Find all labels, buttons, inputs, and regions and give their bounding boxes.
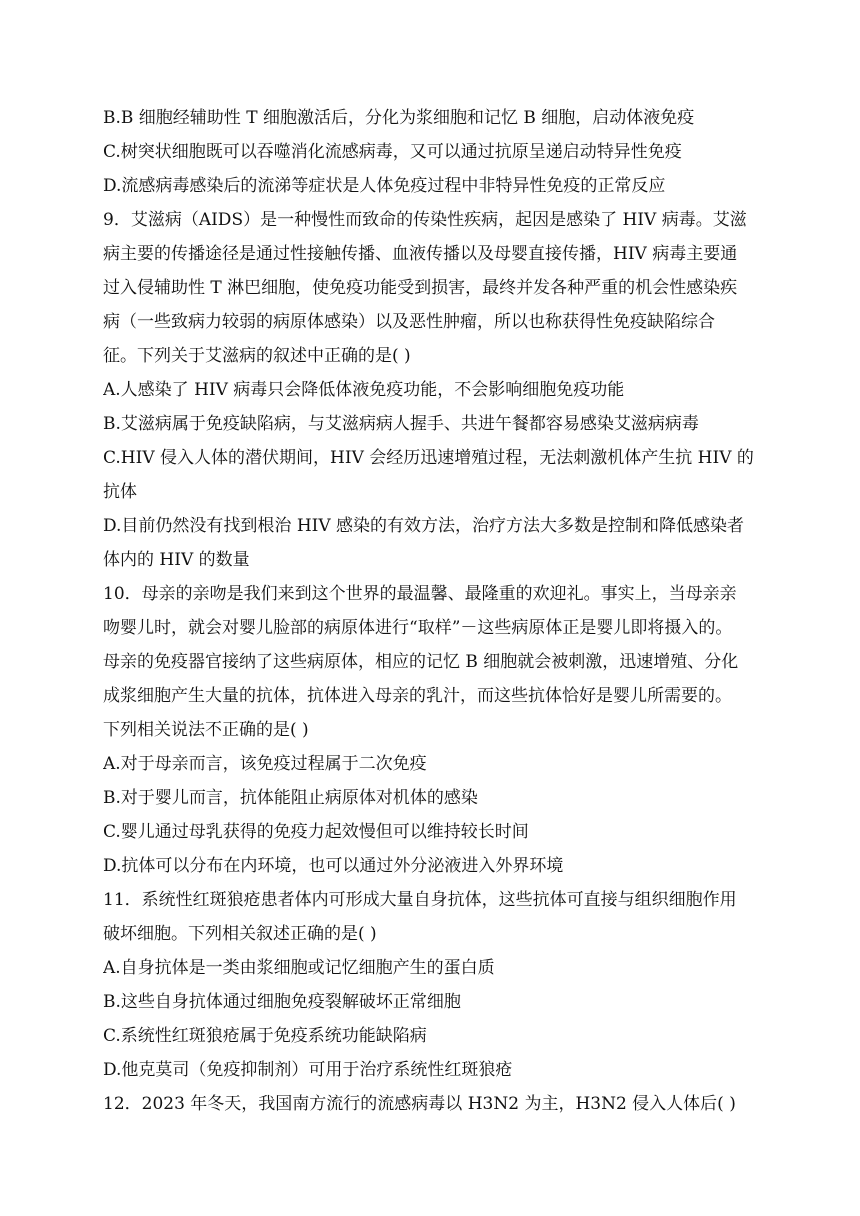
option-9d-line-2: 体内的 HIV 的数量 — [103, 550, 250, 570]
option-8c: C.树突状细胞既可以吞噬消化流感病毒，又可以通过抗原呈递启动特异性免疫 — [103, 142, 682, 162]
option-9b: B.艾滋病属于免疫缺陷病，与艾滋病病人握手、共进午餐都容易感染艾滋病病毒 — [103, 414, 699, 434]
question-12-line-1: 12．2023 年冬天，我国南方流行的流感病毒以 H3N2 为主，H3N2 侵入人体后( ) — [103, 1094, 736, 1114]
option-10b: B.对于婴儿而言，抗体能阻止病原体对机体的感染 — [103, 788, 478, 808]
option-9a: A.人感染了 HIV 病毒只会降低体液免疫功能，不会影响细胞免疫功能 — [103, 380, 625, 400]
document-text — [103, 101, 775, 1121]
option-11d: D.他克莫司（免疫抑制剂）可用于治疗系统性红斑狼疮 — [103, 1060, 513, 1080]
option-10d: D.抗体可以分布在内环境，也可以通过外分泌液进入外界环境 — [103, 856, 564, 876]
option-11b: B.这些自身抗体通过细胞免疫裂解破坏正常细胞 — [103, 992, 461, 1012]
question-10-line-4: 成浆细胞产生大量的抗体，抗体进入母亲的乳汁，而这些抗体恰好是婴儿所需要的。 — [103, 686, 732, 706]
option-9d-line-1: D.目前仍然没有找到根治 HIV 感染的有效方法，治疗方法大多数是控制和降低感染者 — [103, 516, 745, 536]
option-8b: B.B 细胞经辅助性 T 细胞激活后，分化为浆细胞和记忆 B 细胞，启动体液免疫 — [103, 108, 695, 128]
option-10c: C.婴儿通过母乳获得的免疫力起效慢但可以维持较长时间 — [103, 822, 529, 842]
question-10-line-5: 下列相关说法不正确的是( ) — [103, 720, 309, 740]
option-8d: D.流感病毒感染后的流涕等症状是人体免疫过程中非特异性免疫的正常反应 — [103, 176, 666, 196]
question-9-line-5: 征。下列关于艾滋病的叙述中正确的是( ) — [103, 346, 411, 366]
question-10-line-2: 吻婴儿时，就会对婴儿脸部的病原体进行“取样”－这些病原体正是婴儿即将摄入的。 — [103, 618, 733, 638]
question-11-line-2: 破坏细胞。下列相关叙述正确的是( ) — [103, 924, 377, 944]
question-11-line-1: 11．系统性红斑狼疮患者体内可形成大量自身抗体，这些抗体可直接与组织细胞作用 — [103, 890, 737, 910]
question-9-line-2: 病主要的传播途径是通过性接触传播、血液传播以及母婴直接传播，HIV 病毒主要通 — [103, 244, 738, 264]
option-11a: A.自身抗体是一类由浆细胞或记忆细胞产生的蛋白质 — [103, 958, 495, 978]
option-9c-line-1: C.HIV 侵入人体的潜伏期间，HIV 会经历迅速增殖过程，无法刺激机体产生抗 HIV 的 — [103, 448, 754, 468]
question-10-line-3: 母亲的免疫器官接纳了这些病原体，相应的记忆 B 细胞就会被刺激，迅速增殖、分化 — [103, 652, 739, 672]
question-9-line-1: 9．艾滋病（AIDS）是一种慢性而致命的传染性疾病，起因是感染了 HIV 病毒。艾滋 — [103, 210, 747, 230]
question-9-line-4: 病（一些致病力较弱的病原体感染）以及恶性肿瘤，所以也称获得性免疫缺陷综合 — [103, 312, 715, 332]
option-9c-line-2: 抗体 — [103, 482, 137, 502]
option-11c: C.系统性红斑狼疮属于免疫系统功能缺陷病 — [103, 1026, 427, 1046]
question-10-line-1: 10．母亲的亲吻是我们来到这个世界的最温馨、最隆重的欢迎礼。事实上，当母亲亲 — [103, 584, 737, 604]
option-10a: A.对于母亲而言，该免疫过程属于二次免疫 — [103, 754, 427, 774]
question-9-line-3: 过入侵辅助性 T 淋巴细胞，使免疫功能受到损害，最终并发各种严重的机会性感染疾 — [103, 278, 738, 298]
